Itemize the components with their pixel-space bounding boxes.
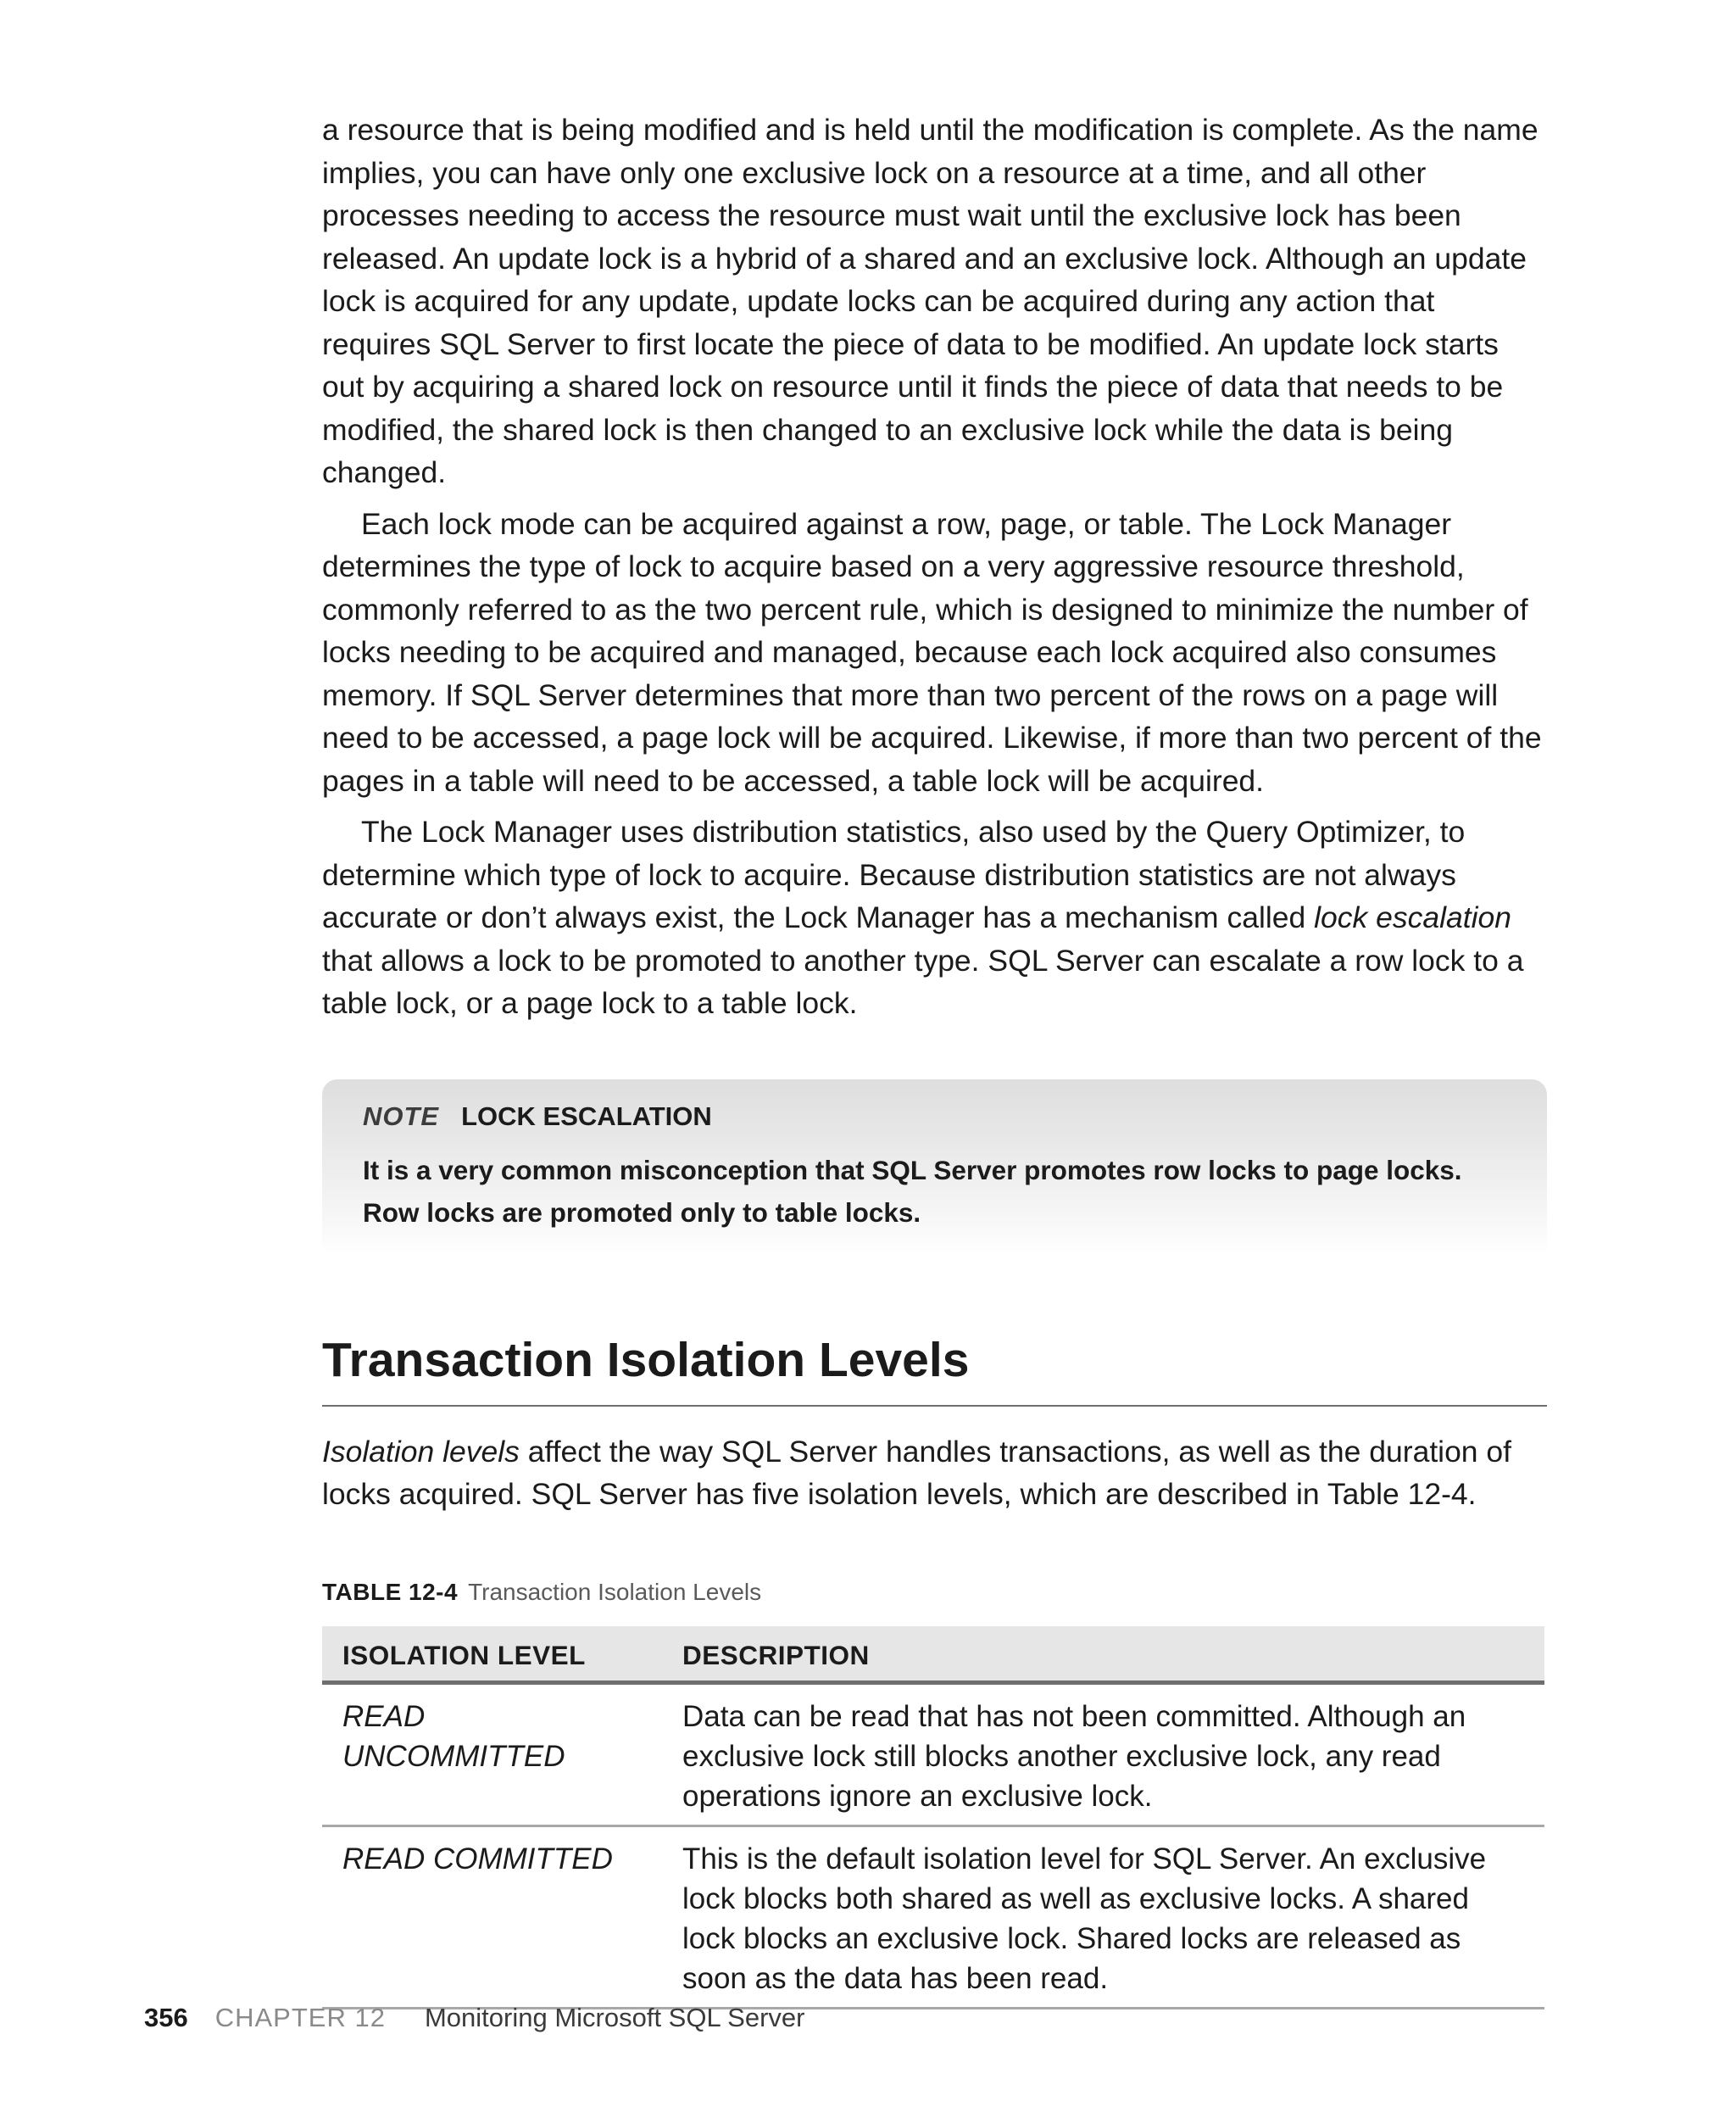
table-row [322,1682,1544,1825]
note-label: NOTE [363,1101,440,1131]
page-footer [144,1999,804,2037]
table-row [322,1825,1544,2008]
note-box [322,1079,1547,1254]
body-paragraph: Each lock mode can be acquired against a row, page, or table. The Lock Manager determines the type of lock to acquire based on a very aggressive resource threshold, commonly referred to as the two percent rule, which is designed to minimize the number of locks needing to be acquired and managed, because each lock acquired also consumes memory. If SQL Server determines that more than two percent of the rows on a page will need to be accessed, a page lock will be acquired. Likewise, if more than two percent of the pages in a table will need to be accessed, a table lock will be acquired. [322,506,1542,798]
paragraph-text: The Lock Manager uses distribution statistics, also used by the Query Optimizer, to determine which type of lock to acquire. Because distribution statistics are not always accurate or don’t always exist, the Lock Manager has a mechanism called [322,815,1466,934]
section-heading: Transaction Isolation Levels [322,1330,1547,1407]
note-text: It is a very common misconception that SQL Server promotes row locks to page locks. Row locks are promoted only to table locks. [363,1154,1462,1228]
note-title: LOCK ESCALATION [461,1101,712,1131]
page-content [322,109,1547,2009]
paragraph-text: that allows a lock to be promoted to another type. SQL Server can escalate a row lock to a table lock, or a page lock to a table lock. [322,943,1524,1020]
table-header-row [322,1626,1544,1683]
isolation-level-cell: READ COMMITTED [322,1825,662,2008]
paragraph-text: affect the way SQL Server handles transactions, as well as the duration of locks acquired. SQL Server has five isolation levels, which are described in Table 12-4. [322,1434,1512,1511]
section-intro [322,1430,1547,1516]
italic-term: Isolation levels [322,1434,520,1469]
chapter-label: CHAPTER 12 [214,2003,386,2032]
italic-term: lock escalation [1314,900,1511,934]
description-cell: Data can be read that has not been committed. Although an exclusive lock still blocks another exclusive lock, any read operations ignore an exclusive lock. [662,1682,1544,1825]
description-cell: This is the default isolation level for SQL Server. An exclusive lock blocks both shared as well as exclusive locks. A shared lock blocks an exclusive lock. Shared locks are released as soon as the data has been read. [662,1825,1544,2008]
isolation-levels-table [322,1626,1544,2009]
page-number: 356 [144,2003,188,2032]
note-header [363,1098,1506,1135]
column-header-description: DESCRIPTION [662,1626,1544,1683]
column-header-isolation-level: ISOLATION LEVEL [322,1626,662,1683]
table-caption-label: TABLE 12-4 [322,1578,459,1605]
book-title: Monitoring Microsoft SQL Server [424,2003,805,2032]
table-caption-title: Transaction Isolation Levels [468,1578,762,1605]
table-caption [322,1575,1547,1609]
body-paragraph [322,811,1547,1025]
body-paragraph: a resource that is being modified and is held until the modification is complete. As the name implies, you can have only one exclusive lock on a resource at a time, and all other processes needing to access the resource must wait until the exclusive lock has been released. An update lock is a hybrid of a shared and an exclusive lock. Although an update lock is acquired for any update, update locks can be acquired during any action that requires SQL Server to first locate the piece of data to be modified. An update lock starts out by acquiring a shared lock on resource until it finds the piece of data that needs to be modified, the shared lock is then changed to an exclusive lock while the data is being changed. [322,113,1538,489]
isolation-level-cell: READ UNCOMMITTED [322,1682,662,1825]
